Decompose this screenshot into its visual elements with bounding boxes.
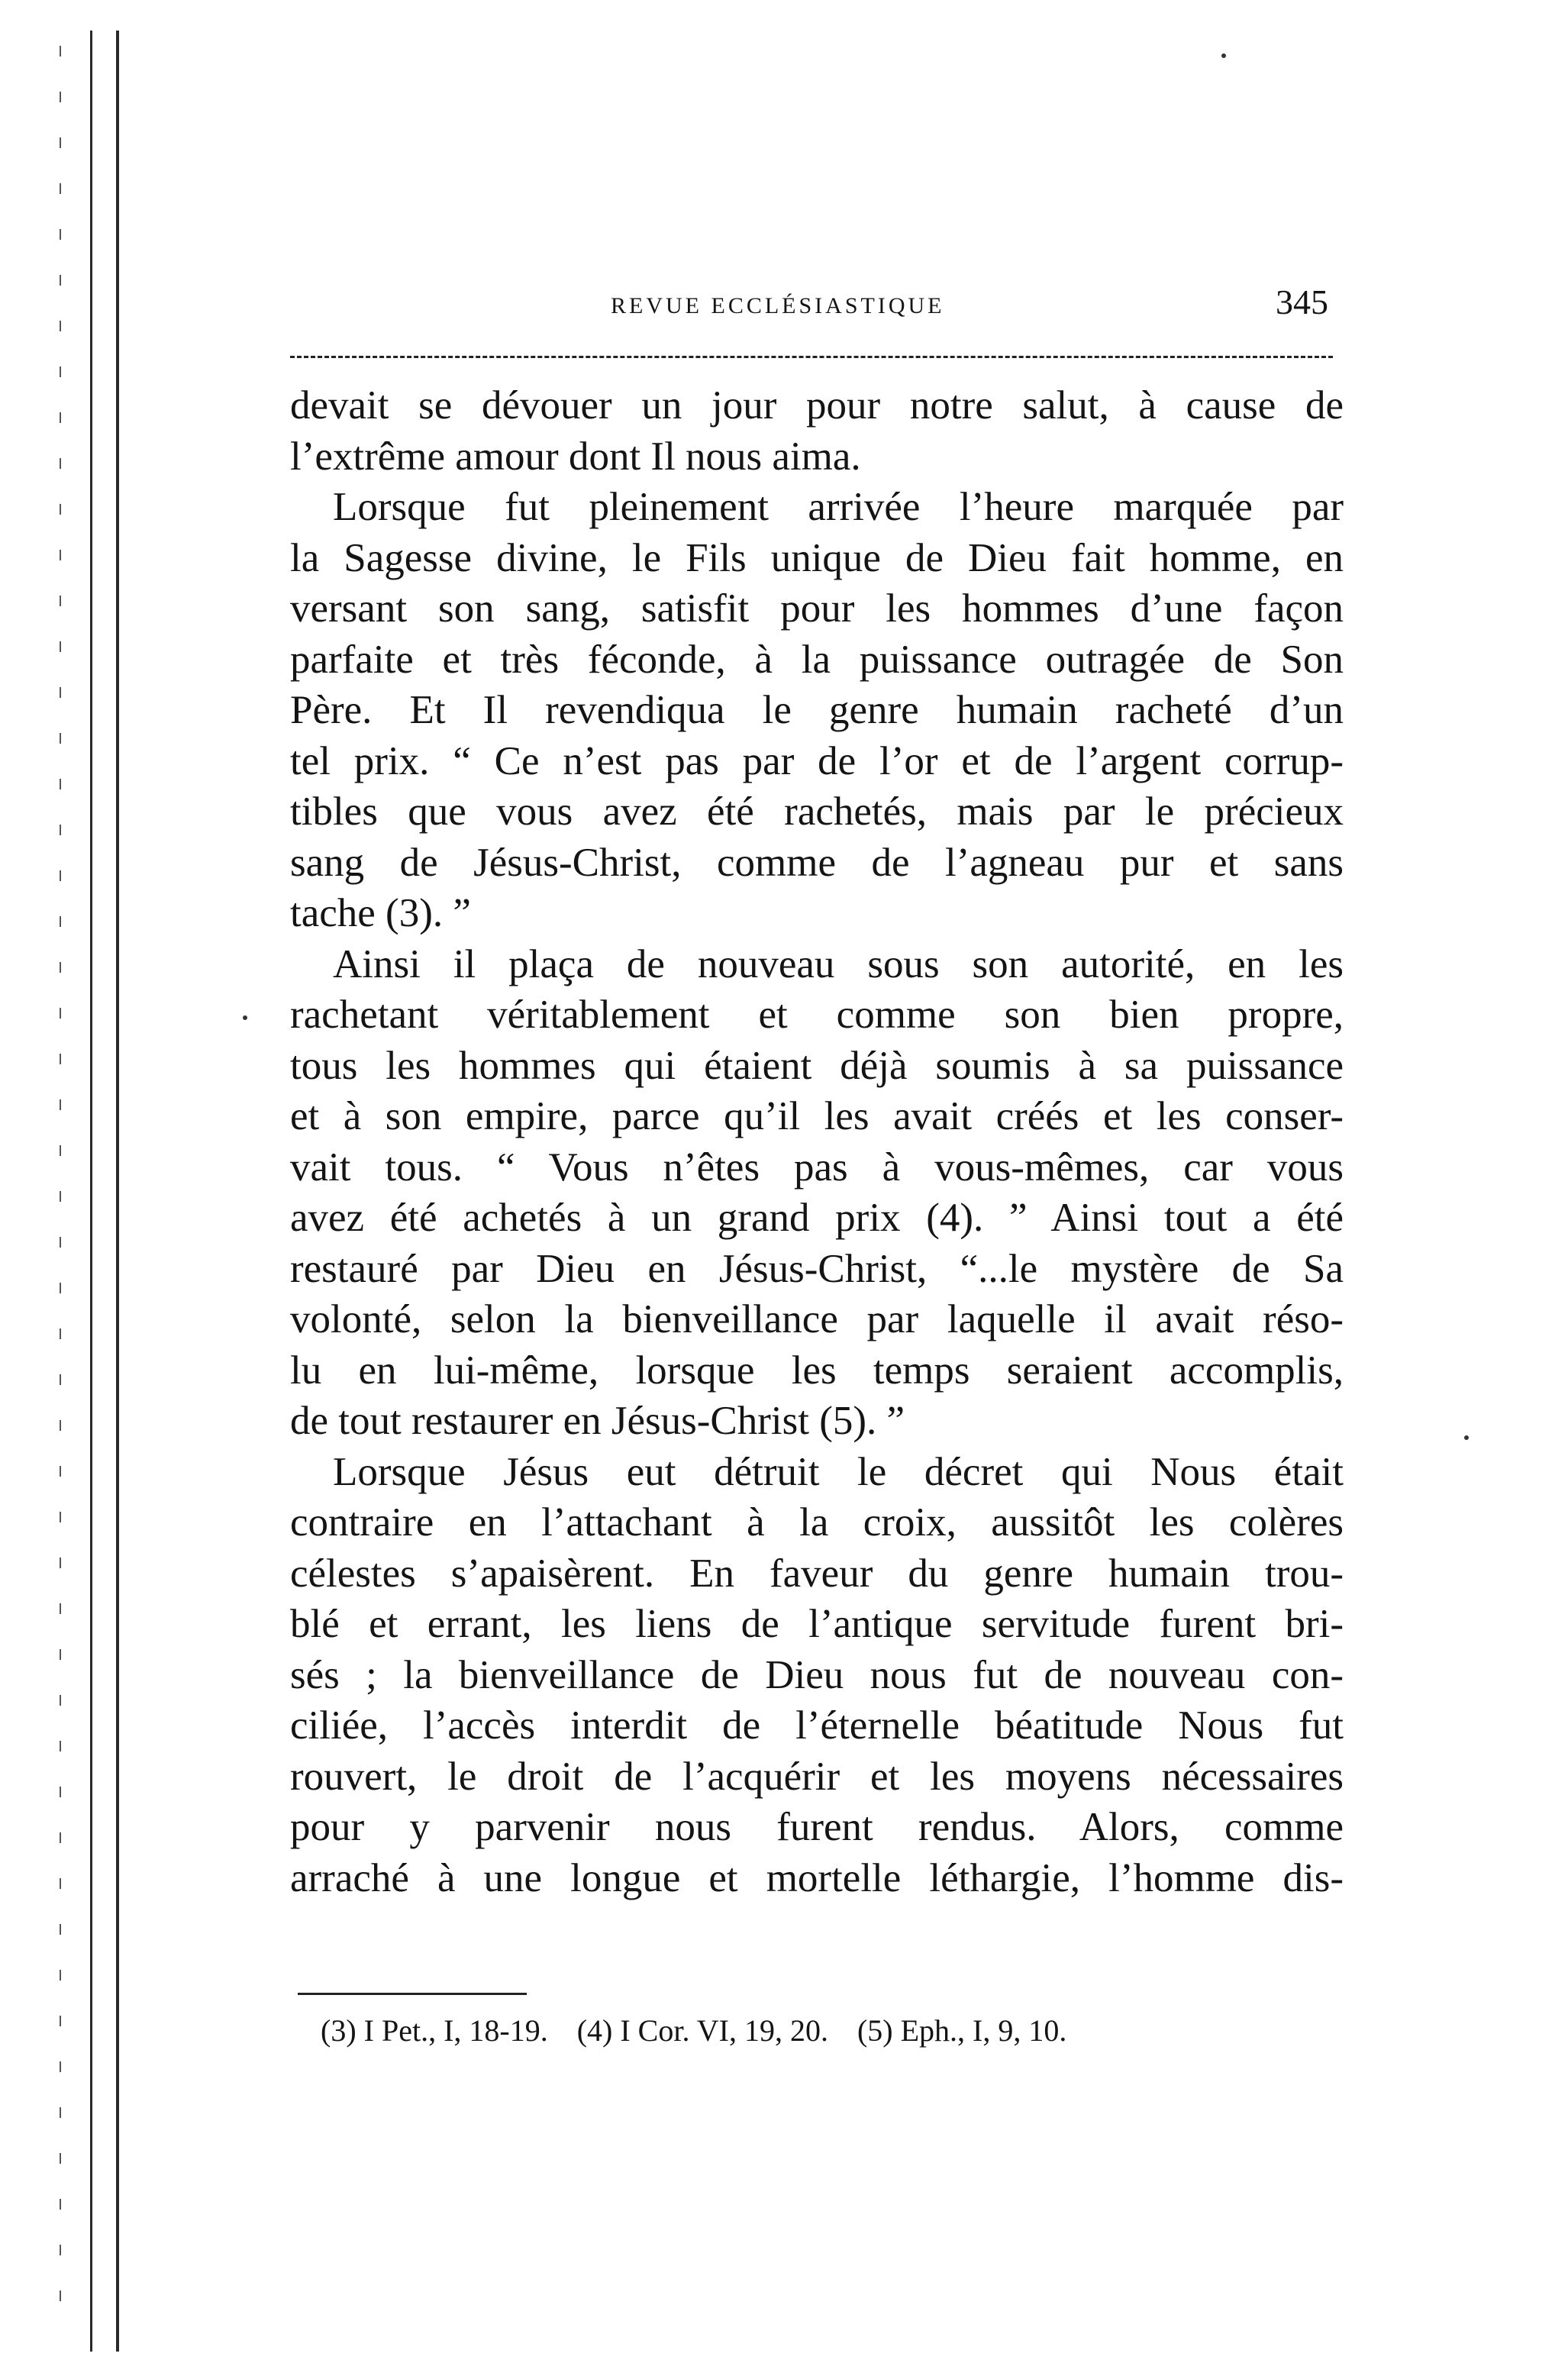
page-number: 345 (1276, 282, 1328, 321)
footnotes (321, 2013, 1344, 2048)
text-line: ciliée, l’accès interdit de l’éternelle béatitude Nous fut (290, 1703, 1344, 1748)
text-line: de tout restaurer en Jésus-Christ (5). ” (290, 1399, 905, 1443)
text-line: restauré par Dieu en Jésus-Christ, “...le mystère de Sa (290, 1246, 1344, 1291)
paper-speck (1464, 1435, 1469, 1440)
text-line: la Sagesse divine, le Fils unique de Dieu fait homme, en (290, 535, 1344, 580)
text-line: contraire en l’attachant à la croix, aussitôt les colères (290, 1500, 1344, 1545)
binding-edge-line (116, 31, 119, 2352)
header-rule (290, 356, 1333, 358)
text-line: rouvert, le droit de l’acquérir et les moyens nécessaires (290, 1754, 1344, 1799)
binding-edge-dashes (60, 46, 61, 2321)
text-line: Père. Et Il revendiqua le genre humain racheté d’un (290, 688, 1344, 732)
footnote-rule (298, 1993, 527, 1995)
text-line: et à son empire, parce qu’il les avait créés et les conser- (290, 1094, 1344, 1138)
footnote-5: (5) Eph., I, 9, 10. (857, 2013, 1067, 2048)
text-line: devait se dévouer un jour pour notre salut, à cause de (290, 383, 1344, 428)
running-title: REVUE ECCLÉSIASTIQUE (611, 293, 945, 318)
text-line: lu en lui-même, lorsque les temps seraient accomplis, (290, 1348, 1344, 1393)
paper-speck (1221, 53, 1226, 58)
footnote-3: (3) I Pet., I, 18-19. (321, 2013, 548, 2048)
text-line: célestes s’apaisèrent. En faveur du genre humain trou- (290, 1551, 1344, 1596)
paper-speck (243, 1015, 247, 1020)
text-line: arraché à une longue et mortelle léthargie, l’homme dis- (290, 1855, 1344, 1900)
running-header (290, 281, 1344, 319)
text-line: volonté, selon la bienveillance par laquelle il avait réso- (290, 1297, 1344, 1341)
text-line: l’extrême amour dont Il nous aima. (290, 434, 861, 479)
text-line: sés ; la bienveillance de Dieu nous fut de nouveau con- (290, 1652, 1344, 1697)
text-line: pour y parvenir nous furent rendus. Alors, comme (290, 1805, 1344, 1849)
footnote-4: (4) I Cor. VI, 19, 20. (576, 2013, 828, 2048)
text-line: Ainsi il plaça de nouveau sous son autorité, en les (333, 941, 1344, 986)
text-line: rachetant véritablement et comme son bien propre, (290, 993, 1344, 1037)
text-line: avez été achetés à un grand prix (4). ” Ainsi tout a été (290, 1196, 1344, 1240)
text-line: parfaite et très féconde, à la puissance outragée de Son (290, 637, 1344, 682)
text-line: blé et errant, les liens de l’antique servitude furent bri- (290, 1602, 1344, 1646)
binding-edge-line (90, 31, 92, 2352)
body-text (290, 380, 1344, 1903)
text-line: sang de Jésus-Christ, comme de l’agneau pur et sans (290, 840, 1344, 885)
text-line: tibles que vous avez été rachetés, mais par le précieux (290, 789, 1344, 834)
text-line: tel prix. “ Ce n’est pas par de l’or et de l’argent corrup- (290, 738, 1344, 783)
text-line: Lorsque fut pleinement arrivée l’heure marquée par (333, 485, 1344, 529)
text-line: tache (3). ” (290, 891, 471, 935)
text-line: tous les hommes qui étaient déjà soumis à sa puissance (290, 1043, 1344, 1088)
text-line: vait tous. “ Vous n’êtes pas à vous-mêmes, car vous (290, 1144, 1344, 1190)
text-line: Lorsque Jésus eut détruit le décret qui Nous était (333, 1449, 1344, 1494)
text-line: versant son sang, satisfit pour les hommes d’une façon (290, 586, 1344, 631)
